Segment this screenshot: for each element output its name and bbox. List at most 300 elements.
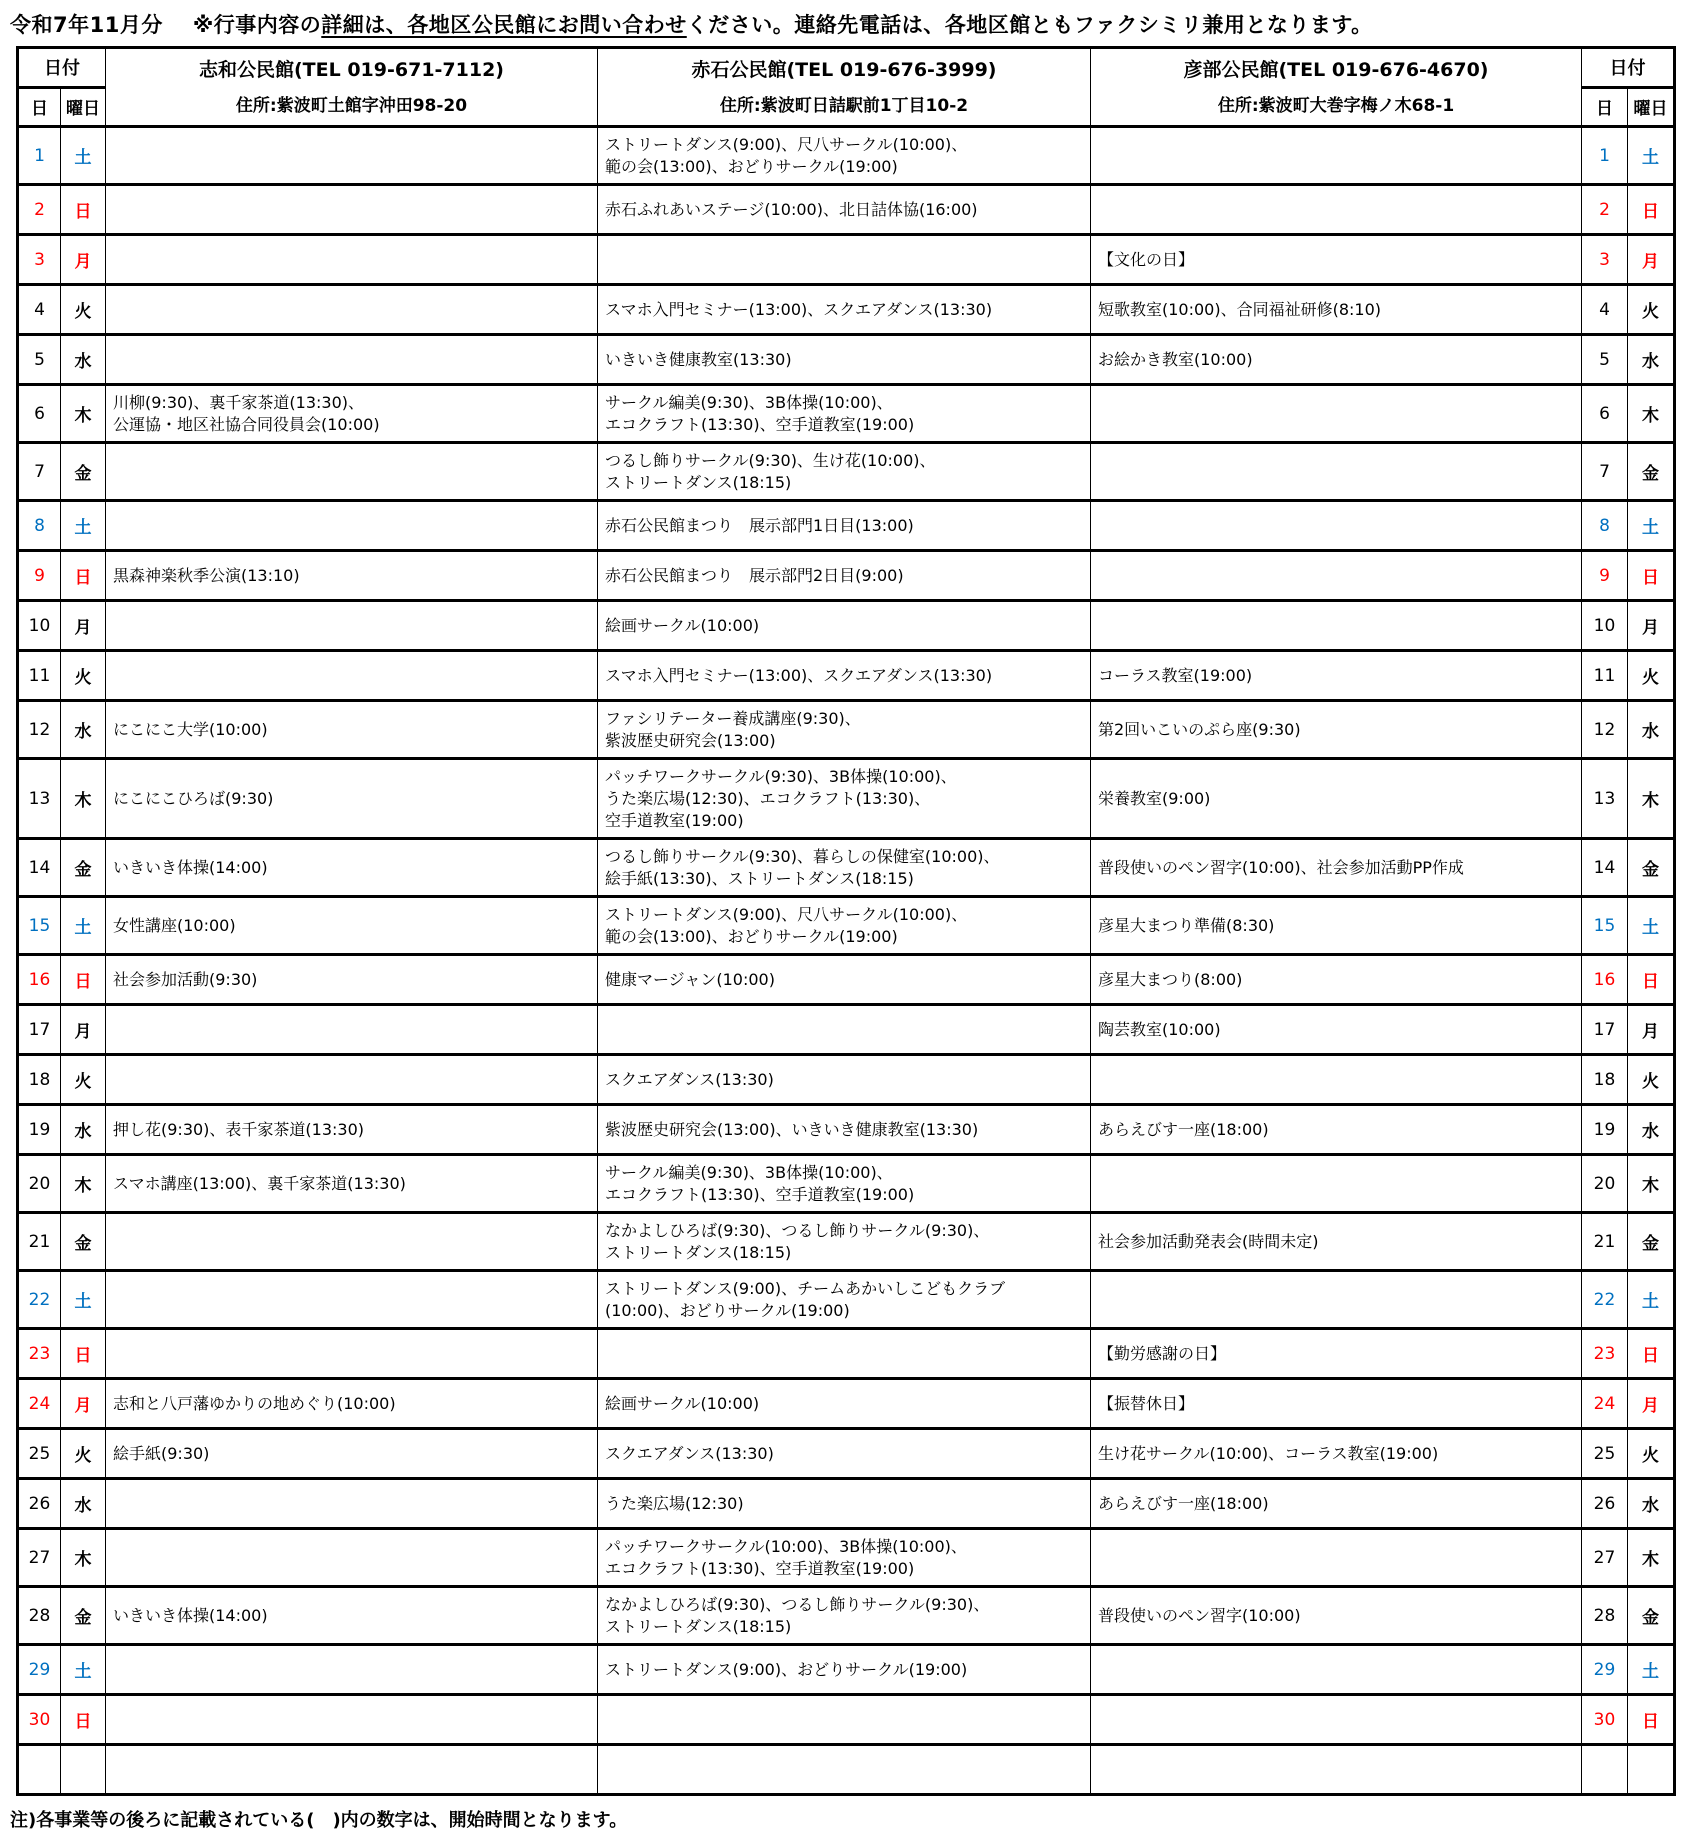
date-cell-left: 1 [18, 127, 61, 185]
events-cell-hikobe [1091, 1429, 1582, 1479]
weekday-cell-right: 水 [1628, 1105, 1675, 1155]
event-line: ストリートダンス(18:15) [605, 1616, 792, 1636]
date-cell-left: 29 [18, 1645, 61, 1695]
events-cell-shiwa [106, 385, 598, 443]
event-line: サークル編美(9:30)、3B体操(10:00)、 [605, 1162, 893, 1182]
events-cell-akaishi [598, 759, 1091, 839]
weekday-cell-left: 水 [61, 701, 106, 759]
title-month: 令和7年11月分 [10, 13, 163, 37]
events-cell-akaishi [598, 1005, 1091, 1055]
events-cell-akaishi [598, 955, 1091, 1005]
event-line: 彦星大まつり準備(8:30) [1098, 915, 1275, 935]
weekday-cell-right: 日 [1628, 955, 1675, 1005]
calendar-row [18, 1105, 1675, 1155]
calendar-row [18, 235, 1675, 285]
weekday-cell-right: 火 [1628, 651, 1675, 701]
date-cell-right: 9 [1582, 551, 1628, 601]
date-cell-left: 23 [18, 1329, 61, 1379]
date-cell-left: 2 [18, 185, 61, 235]
center-header-shiwa [106, 48, 598, 127]
date-cell-left: 24 [18, 1379, 61, 1429]
weekday-cell-right: 金 [1628, 1587, 1675, 1645]
events-cell-hikobe [1091, 1529, 1582, 1587]
events-cell-hikobe [1091, 1213, 1582, 1271]
events-cell-akaishi [598, 551, 1091, 601]
date-cell-right: 18 [1582, 1055, 1628, 1105]
weekday-cell-right [1628, 1745, 1675, 1795]
events-cell-akaishi [598, 1479, 1091, 1529]
events-cell-shiwa [106, 1695, 598, 1745]
notice-underlined: 詳細は、各地区公民館にお問い合わせ [321, 13, 687, 37]
weekday-cell-left: 土 [61, 1645, 106, 1695]
calendar-row [18, 127, 1675, 185]
date-cell-right: 27 [1582, 1529, 1628, 1587]
weekday-cell-left: 火 [61, 1429, 106, 1479]
events-cell-shiwa [106, 1645, 598, 1695]
events-cell-hikobe [1091, 1695, 1582, 1745]
page-title [10, 9, 1691, 39]
events-cell-shiwa [106, 955, 598, 1005]
calendar-row [18, 1429, 1675, 1479]
event-line: スマホ講座(13:00)、裏千家茶道(13:30) [113, 1173, 406, 1193]
weekday-cell-right: 火 [1628, 1429, 1675, 1479]
event-line: なかよしひろば(9:30)、つるし飾りサークル(9:30)、 [605, 1594, 990, 1614]
date-cell-left: 11 [18, 651, 61, 701]
events-cell-akaishi [598, 1695, 1091, 1745]
calendar-row [18, 1379, 1675, 1429]
events-cell-akaishi [598, 335, 1091, 385]
weekday-cell-right: 月 [1628, 1005, 1675, 1055]
weekday-cell-left: 火 [61, 285, 106, 335]
weekday-cell-left: 月 [61, 1379, 106, 1429]
calendar-row [18, 651, 1675, 701]
date-cell-left: 13 [18, 759, 61, 839]
events-cell-hikobe [1091, 235, 1582, 285]
events-cell-shiwa [106, 501, 598, 551]
event-line: 女性講座(10:00) [113, 915, 236, 935]
weekday-cell-left: 水 [61, 335, 106, 385]
events-cell-akaishi [598, 1271, 1091, 1329]
event-line: つるし飾りサークル(9:30)、暮らしの保健室(10:00)、 [605, 846, 1000, 866]
event-line: 押し花(9:30)、表千家茶道(13:30) [113, 1119, 365, 1139]
event-line: 公運協・地区社協合同役員会(10:00) [113, 414, 380, 434]
events-cell-akaishi [598, 1529, 1091, 1587]
weekday-cell-left: 月 [61, 1005, 106, 1055]
date-cell-left: 16 [18, 955, 61, 1005]
events-cell-shiwa [106, 1005, 598, 1055]
events-cell-hikobe [1091, 955, 1582, 1005]
event-line: 【勤労感謝の日】 [1098, 1343, 1227, 1363]
date-cell-right: 15 [1582, 897, 1628, 955]
date-cell-right: 19 [1582, 1105, 1628, 1155]
weekday-cell-right: 水 [1628, 335, 1675, 385]
event-line: うた楽広場(12:30) [605, 1493, 744, 1513]
event-line: うた楽広場(12:30)、エコクラフト(13:30)、 [605, 788, 931, 808]
events-cell-shiwa [106, 1429, 598, 1479]
events-cell-akaishi [598, 897, 1091, 955]
event-line: 普段使いのペン習字(10:00)、社会参加活動PP作成 [1098, 857, 1464, 877]
events-cell-hikobe [1091, 759, 1582, 839]
events-cell-akaishi [598, 501, 1091, 551]
weekday-cell-right: 月 [1628, 601, 1675, 651]
events-cell-hikobe [1091, 1155, 1582, 1213]
notice-prefix: ※行事内容の [192, 13, 322, 37]
event-line: 栄養教室(9:00) [1098, 788, 1211, 808]
date-cell-left: 25 [18, 1429, 61, 1479]
events-cell-hikobe [1091, 285, 1582, 335]
calendar-row [18, 759, 1675, 839]
calendar-row [18, 551, 1675, 601]
weekday-cell-left: 木 [61, 1155, 106, 1213]
date-cell-right: 13 [1582, 759, 1628, 839]
date-cell-left: 22 [18, 1271, 61, 1329]
events-cell-hikobe [1091, 1645, 1582, 1695]
event-line: 第2回いこいのぷら座(9:30) [1098, 719, 1301, 739]
weekday-cell-left: 日 [61, 551, 106, 601]
events-cell-akaishi [598, 235, 1091, 285]
calendar-row [18, 1745, 1675, 1795]
events-cell-hikobe [1091, 551, 1582, 601]
events-cell-akaishi [598, 1155, 1091, 1213]
weekday-cell-right: 金 [1628, 443, 1675, 501]
notice-suffix: ください。連絡先電話は、各地区館ともファクシミリ兼用となります。 [686, 13, 1373, 37]
event-line: なかよしひろば(9:30)、つるし飾りサークル(9:30)、 [605, 1220, 990, 1240]
calendar-row [18, 501, 1675, 551]
date-cell-left: 6 [18, 385, 61, 443]
weekday-cell-left: 金 [61, 1213, 106, 1271]
event-line: 絵手紙(13:30)、ストリートダンス(18:15) [605, 868, 914, 888]
weekday-cell-right: 金 [1628, 1213, 1675, 1271]
date-cell-right: 29 [1582, 1645, 1628, 1695]
events-cell-akaishi [598, 127, 1091, 185]
date-cell-right: 26 [1582, 1479, 1628, 1529]
date-cell-right: 8 [1582, 501, 1628, 551]
events-cell-hikobe [1091, 1329, 1582, 1379]
event-line: お絵かき教室(10:00) [1098, 349, 1253, 369]
event-line: ストリートダンス(18:15) [605, 472, 792, 492]
date-cell-right: 1 [1582, 127, 1628, 185]
calendar-row [18, 1645, 1675, 1695]
event-line: 絵画サークル(10:00) [605, 615, 760, 635]
date-cell-left: 18 [18, 1055, 61, 1105]
events-cell-shiwa [106, 1529, 598, 1587]
weekday-cell-left: 土 [61, 501, 106, 551]
event-line: サークル編美(9:30)、3B体操(10:00)、 [605, 392, 893, 412]
date-cell-right: 28 [1582, 1587, 1628, 1645]
date-cell-left: 8 [18, 501, 61, 551]
calendar-row [18, 385, 1675, 443]
event-line: いきいき体操(14:00) [113, 1605, 268, 1625]
weekday-cell-left: 日 [61, 1695, 106, 1745]
date-cell-right: 11 [1582, 651, 1628, 701]
calendar-row [18, 443, 1675, 501]
events-cell-hikobe [1091, 1271, 1582, 1329]
date-cell-right: 21 [1582, 1213, 1628, 1271]
event-line: 普段使いのペン習字(10:00) [1098, 1605, 1301, 1625]
event-line: 生け花サークル(10:00)、コーラス教室(19:00) [1098, 1443, 1439, 1463]
event-line: パッチワークサークル(9:30)、3B体操(10:00)、 [605, 766, 957, 786]
event-calendar-table [16, 46, 1676, 1796]
weekday-cell-right: 木 [1628, 759, 1675, 839]
events-cell-akaishi [598, 1429, 1091, 1479]
calendar-row [18, 1213, 1675, 1271]
calendar-row [18, 601, 1675, 651]
event-line: 短歌教室(10:00)、合同福祉研修(8:10) [1098, 299, 1382, 319]
event-line: 社会参加活動(9:30) [113, 969, 258, 989]
header-row-top [18, 48, 1675, 88]
date-cell-right: 23 [1582, 1329, 1628, 1379]
weekday-subheader-right: 曜日 [1628, 87, 1675, 127]
events-cell-hikobe [1091, 185, 1582, 235]
events-cell-akaishi [598, 1745, 1091, 1795]
event-line: 絵手紙(9:30) [113, 1443, 210, 1463]
weekday-cell-left: 金 [61, 839, 106, 897]
event-line: スマホ入門セミナー(13:00)、スクエアダンス(13:30) [605, 299, 993, 319]
event-line: にこにこ大学(10:00) [113, 719, 268, 739]
center-address: 住所:紫波町土館字沖田98-20 [235, 96, 468, 116]
calendar-rows [18, 127, 1675, 1795]
events-cell-shiwa [106, 1379, 598, 1429]
date-cell-left: 26 [18, 1479, 61, 1529]
event-line: (10:00)、おどりサークル(19:00) [605, 1300, 850, 1320]
date-cell-right: 4 [1582, 285, 1628, 335]
events-cell-shiwa [106, 185, 598, 235]
events-cell-shiwa [106, 701, 598, 759]
weekday-cell-left: 土 [61, 897, 106, 955]
events-cell-shiwa [106, 551, 598, 601]
date-cell-left: 21 [18, 1213, 61, 1271]
date-cell-right: 20 [1582, 1155, 1628, 1213]
event-line: ストリートダンス(9:00)、おどりサークル(19:00) [605, 1659, 968, 1679]
calendar-row [18, 1695, 1675, 1745]
date-cell-left: 10 [18, 601, 61, 651]
events-cell-akaishi [598, 651, 1091, 701]
events-cell-hikobe [1091, 1005, 1582, 1055]
events-cell-hikobe [1091, 839, 1582, 897]
date-cell-right: 3 [1582, 235, 1628, 285]
center-name: 志和公民館(TEL 019-671-7112) [198, 59, 504, 81]
event-line: ストリートダンス(9:00)、チームあかいしこどもクラブ [605, 1278, 1006, 1298]
calendar-row [18, 285, 1675, 335]
events-cell-hikobe [1091, 335, 1582, 385]
calendar-row [18, 701, 1675, 759]
date-cell-right: 30 [1582, 1695, 1628, 1745]
calendar-row [18, 1329, 1675, 1379]
events-cell-akaishi [598, 601, 1091, 651]
date-cell-right: 25 [1582, 1429, 1628, 1479]
event-line: 赤石公民館まつり 展示部門1日目(13:00) [605, 515, 914, 535]
events-cell-shiwa [106, 897, 598, 955]
date-cell-left: 17 [18, 1005, 61, 1055]
event-line: 【振替休日】 [1098, 1393, 1195, 1413]
weekday-cell-right: 水 [1628, 1479, 1675, 1529]
center-name: 赤石公民館(TEL 019-676-3999) [691, 59, 997, 81]
event-line: 志和と八戸藩ゆかりの地めぐり(10:00) [113, 1393, 396, 1413]
date-cell-left: 30 [18, 1695, 61, 1745]
events-cell-shiwa [106, 1587, 598, 1645]
event-line: 健康マージャン(10:00) [605, 969, 775, 989]
weekday-cell-left: 月 [61, 601, 106, 651]
weekday-cell-right: 土 [1628, 127, 1675, 185]
events-cell-shiwa [106, 1105, 598, 1155]
weekday-cell-right: 土 [1628, 1271, 1675, 1329]
weekday-cell-left: 木 [61, 759, 106, 839]
date-cell-right [1582, 1745, 1628, 1795]
event-line: コーラス教室(19:00) [1098, 665, 1253, 685]
weekday-cell-right: 火 [1628, 1055, 1675, 1105]
events-cell-akaishi [598, 443, 1091, 501]
date-cell-right: 24 [1582, 1379, 1628, 1429]
event-line: エコクラフト(13:30)、空手道教室(19:00) [605, 1184, 915, 1204]
event-line: 赤石公民館まつり 展示部門2日目(9:00) [605, 565, 904, 585]
calendar-row [18, 1055, 1675, 1105]
date-cell-left: 5 [18, 335, 61, 385]
event-line: パッチワークサークル(10:00)、3B体操(10:00)、 [605, 1536, 967, 1556]
date-cell-left: 9 [18, 551, 61, 601]
weekday-cell-left: 水 [61, 1105, 106, 1155]
calendar-row [18, 1005, 1675, 1055]
event-line: 川柳(9:30)、裏千家茶道(13:30)、 [113, 392, 365, 412]
date-cell-right: 7 [1582, 443, 1628, 501]
weekday-cell-right: 木 [1628, 1529, 1675, 1587]
event-line: スクエアダンス(13:30) [605, 1443, 774, 1463]
weekday-cell-right: 土 [1628, 1645, 1675, 1695]
event-line: ファシリテーター養成講座(9:30)、 [605, 708, 861, 728]
date-cell-left: 3 [18, 235, 61, 285]
calendar-row [18, 1529, 1675, 1587]
events-cell-akaishi [598, 1379, 1091, 1429]
calendar-row [18, 335, 1675, 385]
date-cell-left: 27 [18, 1529, 61, 1587]
event-line: スマホ入門セミナー(13:00)、スクエアダンス(13:30) [605, 665, 993, 685]
events-cell-akaishi [598, 285, 1091, 335]
weekday-subheader-left: 曜日 [61, 87, 106, 127]
event-line: エコクラフト(13:30)、空手道教室(19:00) [605, 414, 915, 434]
weekday-cell-right: 木 [1628, 1155, 1675, 1213]
events-cell-shiwa [106, 335, 598, 385]
calendar-row [18, 1479, 1675, 1529]
events-cell-akaishi [598, 839, 1091, 897]
event-line: ストリートダンス(18:15) [605, 1242, 792, 1262]
event-line: つるし飾りサークル(9:30)、生け花(10:00)、 [605, 450, 936, 470]
date-cell-right: 6 [1582, 385, 1628, 443]
date-cell-left: 15 [18, 897, 61, 955]
calendar-row [18, 839, 1675, 897]
events-cell-hikobe [1091, 1587, 1582, 1645]
event-line: 絵画サークル(10:00) [605, 1393, 760, 1413]
events-cell-shiwa [106, 1213, 598, 1271]
weekday-cell-left: 土 [61, 1271, 106, 1329]
weekday-cell-right: 土 [1628, 897, 1675, 955]
date-cell-left: 19 [18, 1105, 61, 1155]
events-cell-hikobe [1091, 1745, 1582, 1795]
events-cell-hikobe [1091, 1055, 1582, 1105]
center-name: 彦部公民館(TEL 019-676-4670) [1183, 59, 1489, 81]
event-line: ストリートダンス(9:00)、尺八サークル(10:00)、 [605, 134, 968, 154]
center-address: 住所:紫波町大巻字梅ノ木68-1 [1217, 96, 1455, 116]
calendar-row [18, 185, 1675, 235]
date-cell-left [18, 1745, 61, 1795]
date-cell-left: 14 [18, 839, 61, 897]
weekday-cell-left: 木 [61, 385, 106, 443]
event-line: 社会参加活動発表会(時間未定) [1098, 1231, 1319, 1251]
event-line: 空手道教室(19:00) [605, 810, 744, 830]
weekday-cell-right: 金 [1628, 839, 1675, 897]
weekday-cell-left: 木 [61, 1529, 106, 1587]
events-cell-hikobe [1091, 897, 1582, 955]
date-cell-right: 22 [1582, 1271, 1628, 1329]
events-cell-akaishi [598, 1645, 1091, 1695]
weekday-cell-right: 日 [1628, 551, 1675, 601]
weekday-cell-left: 月 [61, 235, 106, 285]
events-cell-akaishi [598, 1329, 1091, 1379]
center-address: 住所:紫波町日詰駅前1丁目10-2 [719, 96, 969, 116]
date-cell-right: 16 [1582, 955, 1628, 1005]
date-cell-left: 12 [18, 701, 61, 759]
events-cell-hikobe [1091, 443, 1582, 501]
weekday-cell-right: 土 [1628, 501, 1675, 551]
events-cell-akaishi [598, 1587, 1091, 1645]
center-header-hikobe [1091, 48, 1582, 127]
events-cell-hikobe [1091, 1479, 1582, 1529]
date-cell-right: 5 [1582, 335, 1628, 385]
calendar-row [18, 955, 1675, 1005]
events-cell-shiwa [106, 285, 598, 335]
weekday-cell-right: 日 [1628, 1329, 1675, 1379]
events-cell-akaishi [598, 185, 1091, 235]
event-line: いきいき健康教室(13:30) [605, 349, 792, 369]
events-cell-shiwa [106, 1329, 598, 1379]
events-cell-shiwa [106, 839, 598, 897]
date-cell-left: 7 [18, 443, 61, 501]
event-line: 彦星大まつり(8:00) [1098, 969, 1243, 989]
event-line: あらえびす一座(18:00) [1098, 1493, 1269, 1513]
events-cell-shiwa [106, 651, 598, 701]
event-line: あらえびす一座(18:00) [1098, 1119, 1269, 1139]
weekday-cell-left: 日 [61, 955, 106, 1005]
date-header-left: 日付 [18, 48, 106, 88]
events-cell-shiwa [106, 1745, 598, 1795]
weekday-cell-right: 木 [1628, 385, 1675, 443]
events-cell-shiwa [106, 1055, 598, 1105]
calendar-row [18, 1155, 1675, 1213]
weekday-cell-left [61, 1745, 106, 1795]
events-cell-shiwa [106, 443, 598, 501]
events-cell-shiwa [106, 1479, 598, 1529]
events-cell-shiwa [106, 759, 598, 839]
event-line: 範の会(13:00)、おどりサークル(19:00) [605, 926, 898, 946]
event-line: 範の会(13:00)、おどりサークル(19:00) [605, 156, 898, 176]
weekday-cell-right: 水 [1628, 701, 1675, 759]
event-line: スクエアダンス(13:30) [605, 1069, 774, 1089]
weekday-cell-left: 火 [61, 1055, 106, 1105]
weekday-cell-left: 金 [61, 443, 106, 501]
weekday-cell-right: 日 [1628, 1695, 1675, 1745]
weekday-cell-right: 月 [1628, 235, 1675, 285]
weekday-cell-left: 日 [61, 185, 106, 235]
events-cell-hikobe [1091, 1105, 1582, 1155]
events-cell-shiwa [106, 601, 598, 651]
events-cell-hikobe [1091, 601, 1582, 651]
events-cell-akaishi [598, 1055, 1091, 1105]
events-cell-shiwa [106, 235, 598, 285]
event-line: 紫波歴史研究会(13:00) [605, 730, 776, 750]
events-cell-hikobe [1091, 651, 1582, 701]
events-cell-hikobe [1091, 385, 1582, 443]
events-cell-hikobe [1091, 501, 1582, 551]
event-line: 黒森神楽秋季公演(13:10) [113, 565, 300, 585]
events-cell-akaishi [598, 701, 1091, 759]
